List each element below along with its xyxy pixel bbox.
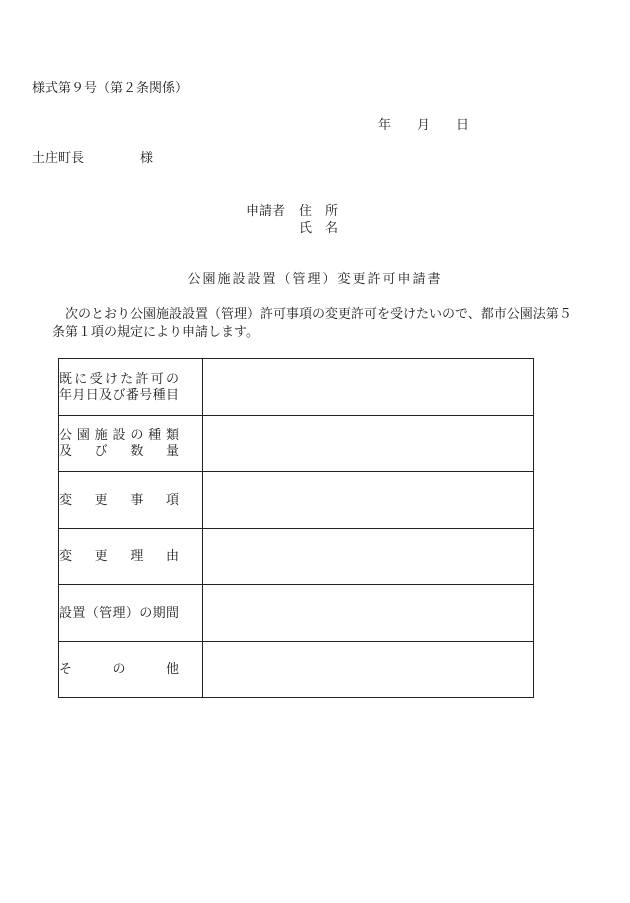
row-label-change-items xyxy=(59,472,203,529)
row-label-line: 及 び 数 量 xyxy=(59,443,179,459)
table-row xyxy=(59,359,534,416)
row-label-line: 変 更 理 由 xyxy=(59,548,179,564)
row-value-facility-type xyxy=(203,415,534,472)
body-paragraph xyxy=(52,305,572,341)
table-row xyxy=(59,585,534,642)
form-number: 様式第９号（第２条関係） xyxy=(32,80,189,95)
table-row xyxy=(59,472,534,529)
table-row xyxy=(59,528,534,585)
row-label-line: 変 更 事 項 xyxy=(59,491,179,507)
row-label-previous-permit xyxy=(59,359,203,416)
row-label-change-reason xyxy=(59,528,203,585)
application-table xyxy=(58,358,534,698)
addressee-honorific: 様 xyxy=(140,150,154,165)
row-value-period xyxy=(203,585,534,642)
row-label-line: 設置（管理）の期間 xyxy=(59,604,179,620)
table-row xyxy=(59,415,534,472)
applicant-name-label: 氏 名 xyxy=(299,220,339,235)
body-line: 条第１項の規定により申請します。 xyxy=(52,324,259,339)
row-label-line: 公園施設の種類 xyxy=(59,427,179,443)
applicant-label: 申請者 xyxy=(246,203,286,218)
row-label-facility-type xyxy=(59,415,203,472)
row-value-previous-permit xyxy=(203,359,534,416)
row-label-line: 年月日及び番号種目 xyxy=(59,386,179,402)
row-label-other xyxy=(59,641,203,698)
addressee-name: 土庄町長 xyxy=(32,150,85,165)
row-value-change-reason xyxy=(203,528,534,585)
body-line: 次のとおり公園施設設置（管理）許可事項の変更許可を受けたいので、都市公園法第５ xyxy=(65,306,572,321)
row-value-other xyxy=(203,641,534,698)
document-title: 公園施設設置（管理）変更許可申請書 xyxy=(187,271,443,286)
date-line: 年 月 日 xyxy=(378,117,470,132)
row-value-change-items xyxy=(203,472,534,529)
row-label-period xyxy=(59,585,203,642)
row-label-line: 既に受けた許可の xyxy=(59,370,179,386)
row-label-line: そ の 他 xyxy=(59,661,179,677)
applicant-address-label: 住 所 xyxy=(299,203,339,218)
table-row xyxy=(59,641,534,698)
